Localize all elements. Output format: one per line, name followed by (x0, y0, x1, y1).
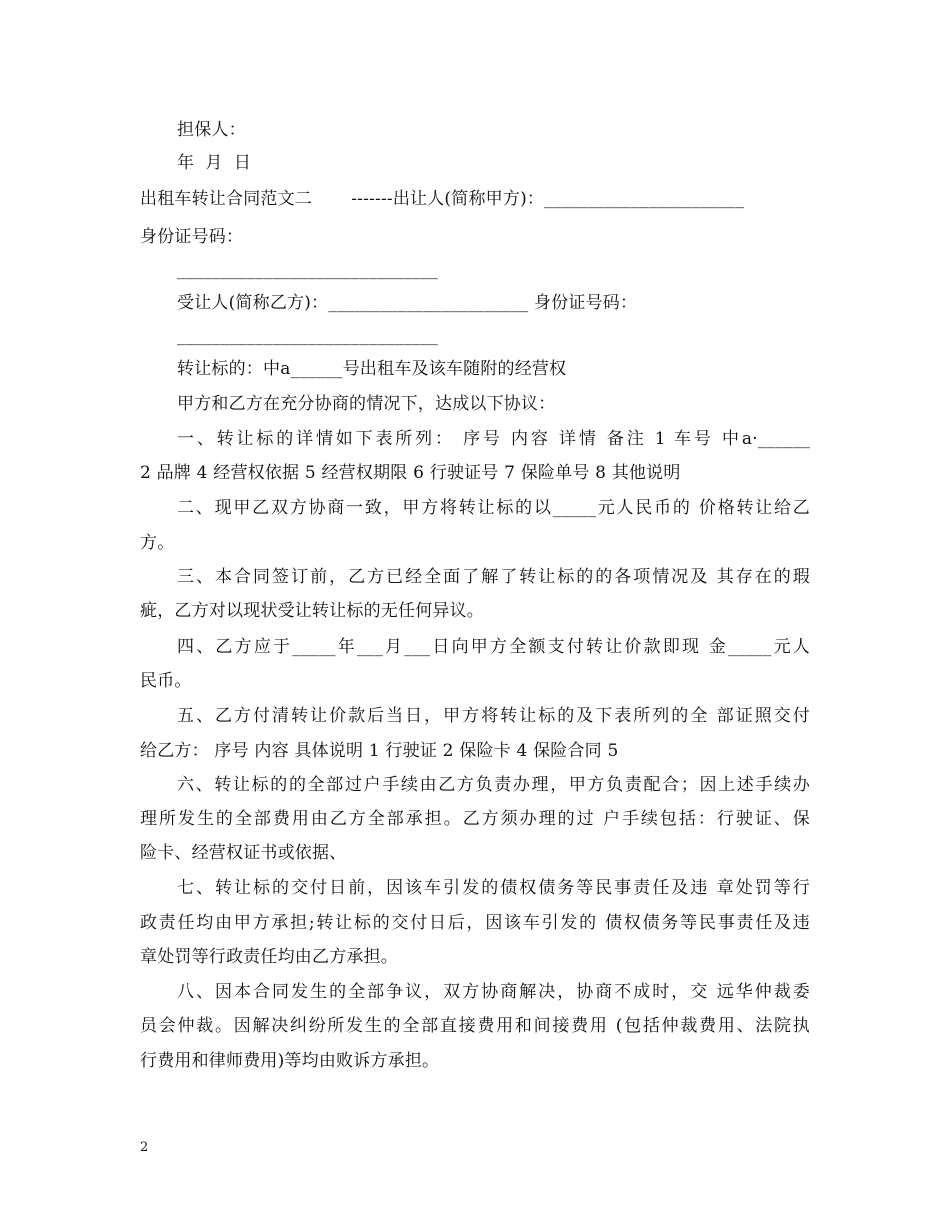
clause-7-line-1: 七、转让标的交付日前，因该车引发的债权债务等民事责任及违 章处罚等行 (177, 878, 810, 898)
clause-4-line-2: 民币。 (140, 671, 192, 691)
id-number-label: 身份证号码： (140, 227, 244, 247)
clause-7-line-2: 政责任均由甲方承担;转让标的交付日后，因该车引发的 债权债务等民事责任及违 (140, 913, 810, 933)
clause-5-line-1: 五、乙方付清转让价款后当日，甲方将转让标的及下表所列的全 部证照交付 (177, 706, 810, 726)
clause-1-line-2: 2 品牌 4 经营权依据 5 经营权期限 6 行驶证号 7 保险单号 8 其他说明 (140, 463, 681, 483)
clause-2-line-2: 方。 (140, 533, 175, 553)
subject-line: 转让标的：中a______号出租车及该车随附的经营权 (177, 359, 567, 379)
contract-title-line: 出租车转让合同范文二 -------出让人(简称甲方)：_______________________ (140, 189, 745, 209)
blank-line-2: ______________________________ (177, 326, 438, 346)
clause-6-line-2: 理所发生的全部费用由乙方全部承担。乙方须办理的过 户手续包括：行驶证、保 (140, 809, 810, 829)
page-number: 2 (140, 1140, 149, 1155)
clause-8-line-2: 员会仲裁。因解决纠纷所发生的全部直接费用和间接费用 (包括仲裁费用、法院执 (140, 1016, 810, 1036)
clause-6-line-1: 六、转让标的的全部过户手续由乙方负责办理，甲方负责配合；因上述手续办 (177, 775, 810, 795)
transferee-line: 受让人(简称乙方)：_______________________ 身份证号码： (177, 293, 638, 313)
agreement-intro: 甲方和乙方在充分协商的情况下，达成以下协议： (177, 394, 556, 414)
clause-8-line-1: 八、因本合同发生的全部争议，双方协商解决，协商不成时，交 远华仲裁委 (177, 982, 810, 1002)
date-line: 年 月 日 (177, 153, 252, 173)
clause-7-line-3: 章处罚等行政责任均由乙方承担。 (140, 947, 398, 967)
clause-2-line-1: 二、现甲乙双方协商一致，甲方将转让标的以_____元人民币的 价格转让给乙 (177, 498, 810, 518)
clause-3-line-1: 三、本合同签订前，乙方已经全面了解了转让标的的各项情况及 其存在的瑕 (177, 567, 810, 587)
clause-4-line-1: 四、乙方应于_____年___月___日向甲方全额支付转让价款即现 金_____元人 (177, 637, 810, 657)
clause-1-line-1: 一、转让标的详情如下表所列： 序号 内容 详情 备注 1 车号 中a·______ (177, 429, 810, 449)
blank-line-1: ______________________________ (177, 260, 438, 280)
clause-5-line-2: 给乙方： 序号 内容 具体说明 1 行驶证 2 保险卡 4 保险合同 5 (140, 741, 619, 761)
clause-3-line-2: 疵，乙方对以现状受让转让标的无任何异议。 (140, 601, 484, 621)
clause-8-line-3: 行费用和律师费用)等均由败诉方承担。 (140, 1051, 440, 1071)
clause-6-line-3: 险卡、经营权证书或依据、 (140, 843, 347, 863)
guarantor-label: 担保人： (177, 120, 246, 140)
